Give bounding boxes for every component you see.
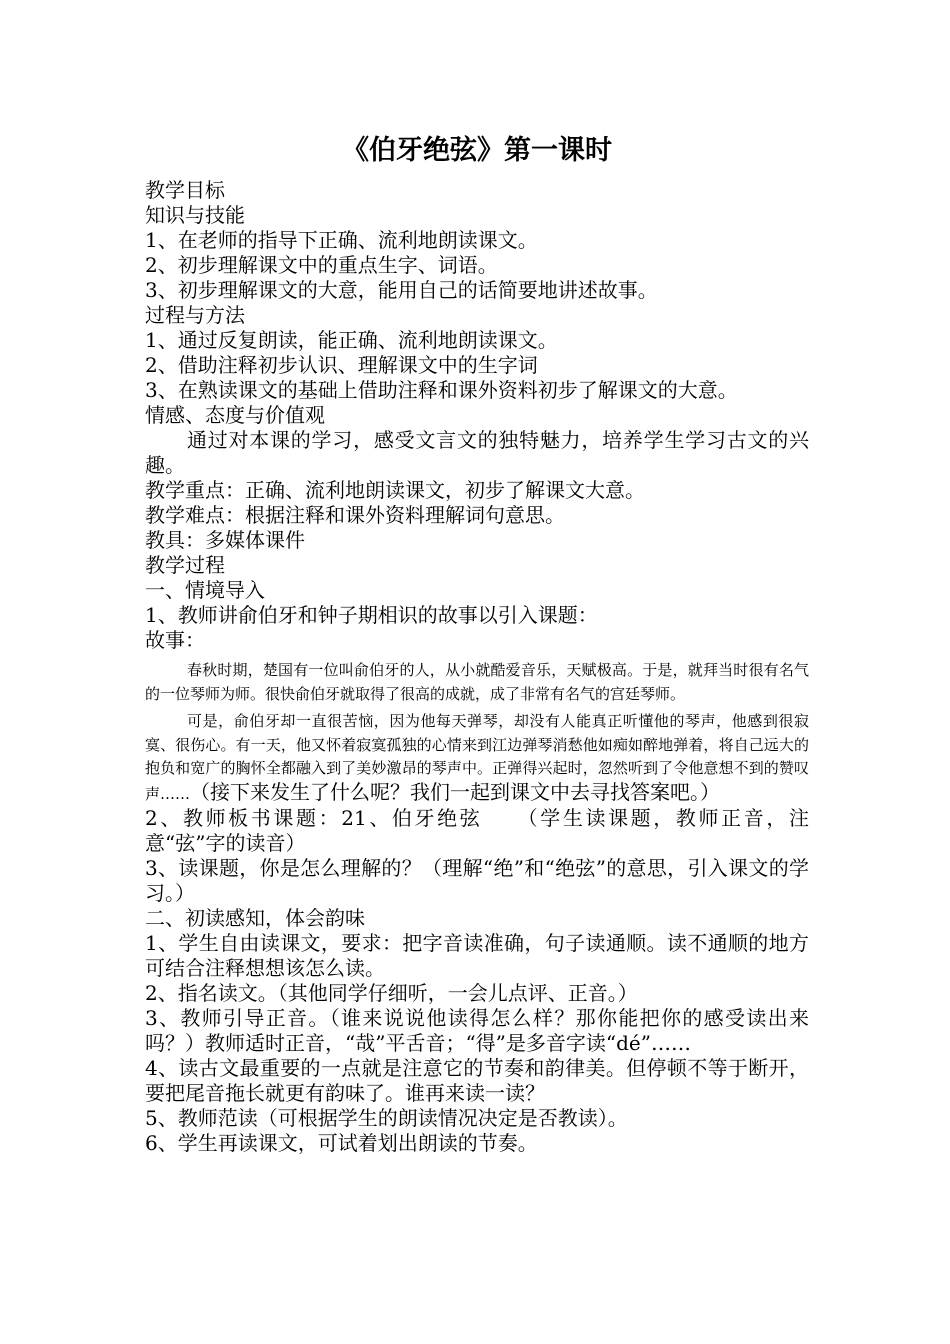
- section-2-step-3: 3、教师引导正音。（谁来说说他读得怎么样？那你能把你的感受读出来吗？）教师适时正音，“哉”平舌音；“得”是多音字读“dé”……: [145, 1006, 809, 1055]
- story-label: 故事：: [145, 628, 205, 652]
- emotion-heading: 情感、态度与价值观: [145, 403, 325, 427]
- story-paragraph-2-question: （接下来发生了什么呢？我们一起到课文中去寻找答案吧。）: [190, 779, 721, 804]
- knowledge-heading: 知识与技能: [145, 203, 245, 227]
- knowledge-item-1: 1、在老师的指导下正确、流利地朗读课文。: [145, 228, 538, 252]
- section-2-heading: 二、初读感知，体会韵味: [145, 906, 365, 930]
- section-1-step-2: 2、教师板书课题：21、伯牙绝弦 （学生读课题，教师正音，注意“弦”字的读音）: [145, 806, 809, 855]
- goals-heading: 教学目标: [145, 178, 225, 202]
- process-item-2: 2、借助注释初步认识、理解课文中的生字词: [145, 353, 538, 377]
- process-item-1: 1、通过反复朗读，能正确、流利地朗读课文。: [145, 328, 558, 352]
- story-paragraph-1: 春秋时期，楚国有一位叫俞伯牙的人，从小就酷爱音乐，天赋极高。于是，就拜当时很有名气的一位琴师为师。很快俞伯牙就取得了很高的成就，成了非常有名气的宫廷琴师。: [145, 661, 809, 703]
- section-1-heading: 一、情境导入: [145, 578, 265, 602]
- section-2-step-6: 6、学生再读课文，可试着划出朗读的节奏。: [145, 1131, 538, 1155]
- teaching-process-heading: 教学过程: [145, 553, 225, 577]
- section-2-step-5: 5、教师范读（可根据学生的朗读情况决定是否教读）。: [145, 1106, 628, 1130]
- process-method-heading: 过程与方法: [145, 303, 245, 327]
- process-item-3: 3、在熟读课文的基础上借助注释和课外资料初步了解课文的大意。: [145, 378, 738, 402]
- section-1-step-1: 1、教师讲俞伯牙和钟子期相识的故事以引入课题：: [145, 603, 598, 627]
- section-2-step-4: 4、读古文最重要的一点就是注意它的节奏和韵律美。但停顿不等于断开，要把尾音拖长就更有韵味了。谁再来读一读？: [145, 1056, 809, 1105]
- difficulty: 教学难点：根据注释和课外资料理解词句意思。: [145, 503, 565, 527]
- knowledge-item-2: 2、初步理解课文中的重点生字、词语。: [145, 253, 498, 277]
- section-2-step-2: 2、指名读文。（其他同学仔细听，一会儿点评、正音。）: [145, 981, 638, 1005]
- key-point: 教学重点：正确、流利地朗读课文，初步了解课文大意。: [145, 478, 645, 502]
- story-paragraph-2-text: 可是，俞伯牙却一直很苦恼，因为他每天弹琴，却没有人能真正听懂他的琴声，他感到很寂寞、很伤心。有一天，他又怀着寂寞孤独的心情来到江边弹琴消愁他如痴如醉地弹着，将自己远大的抱负和宽广的胸怀全都融入到了美妙激昂的琴声中。正弹得兴起时，忽然听到了令他意想不到的赞叹声……: [145, 712, 809, 803]
- knowledge-item-3: 3、初步理解课文的大意，能用自己的话简要地讲述故事。: [145, 278, 658, 302]
- document-title: 《伯牙绝弦》第一课时: [342, 135, 612, 166]
- section-1-step-3: 3、读课题，你是怎么理解的？（理解“绝”和“绝弦”的意思，引入课文的学习。）: [145, 856, 809, 905]
- story-paragraph-2: [145, 710, 809, 806]
- emotion-text: 通过对本课的学习，感受文言文的独特魅力，培养学生学习古文的兴趣。: [145, 428, 809, 477]
- teaching-tools: 教具：多媒体课件: [145, 528, 305, 552]
- section-2-step-1: 1、学生自由读课文，要求：把字音读准确，句子读通顺。读不通顺的地方可结合注释想想该怎么读。: [145, 931, 809, 980]
- document-body: [145, 131, 809, 1156]
